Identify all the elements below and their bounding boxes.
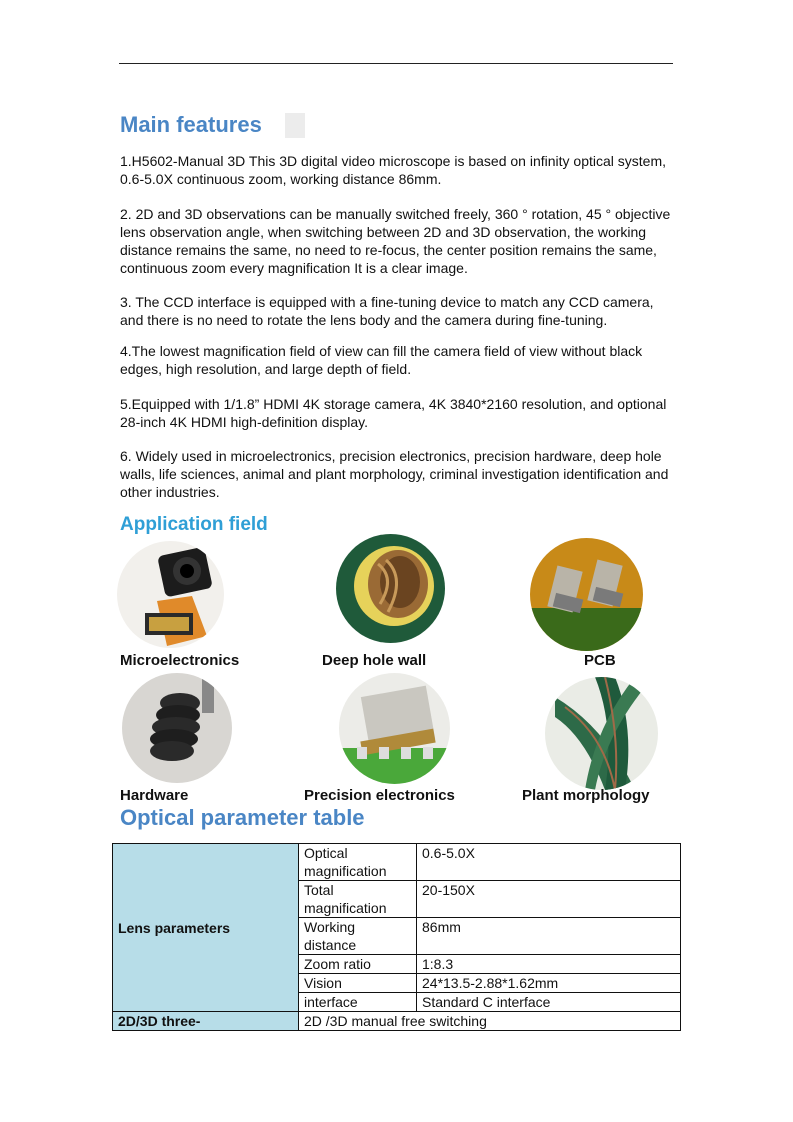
param-key: Zoom ratio bbox=[299, 955, 417, 974]
param-value: 20-150X bbox=[417, 881, 681, 918]
param-value: 24*13.5-2.88*1.62mm bbox=[417, 974, 681, 993]
param-value: 0.6-5.0X bbox=[417, 844, 681, 881]
caption-plant-morphology: Plant morphology bbox=[522, 787, 650, 804]
feature-1: 1.H5602-Manual 3D This 3D digital video microscope is based on infinity optical system, 0.6-5.0X continuous zoom, working distance 86mm. bbox=[120, 153, 667, 187]
caption-precision-electronics: Precision electronics bbox=[304, 787, 455, 804]
application-field-heading: Application field bbox=[120, 514, 268, 535]
feature-5: 5.Equipped with 1/1.8” HDMI 4K storage camera, 4K 3840*2160 resolution, and optional 28-inch 4K HDMI high-definition display. bbox=[120, 396, 667, 430]
feature-6: 6. Widely used in microelectronics, precision electronics, precision hardware, deep hole walls, life sciences, animal and plant morphology, criminal investigation identification and other industries. bbox=[120, 448, 669, 500]
table-row bbox=[113, 844, 681, 881]
chip-package-image bbox=[339, 673, 450, 784]
group-2d3d: 2D/3D three- bbox=[113, 1012, 299, 1031]
param-value: 86mm bbox=[417, 918, 681, 955]
table-row bbox=[113, 1012, 681, 1031]
camera-module-image bbox=[117, 541, 224, 648]
pcb-components-image bbox=[530, 538, 643, 651]
caption-deep-hole-wall: Deep hole wall bbox=[322, 652, 427, 669]
param-key: Optical magnification bbox=[299, 844, 417, 881]
leaf-veins-image bbox=[545, 677, 658, 790]
optical-parameter-table bbox=[112, 843, 681, 1031]
deep-hole-image bbox=[336, 534, 445, 643]
decorative-block bbox=[285, 113, 305, 138]
param-key: Total magnification bbox=[299, 881, 417, 918]
main-features-heading: Main features bbox=[120, 112, 262, 137]
caption-pcb: PCB bbox=[584, 652, 616, 669]
feature-3: 3. The CCD interface is equipped with a fine-tuning device to match any CCD camera, and there is no need to rotate the lens body and the camera during fine-tuning. bbox=[120, 294, 654, 328]
header-rule bbox=[119, 63, 673, 64]
feature-2: 2. 2D and 3D observations can be manually switched freely, 360 ° rotation, 45 ° objective lens observation angle, when switching between 2D and 3D observation, the working distance remains the same, no need to re-focus, the center position remains the same, continuous zoom every magnification It is a clear image. bbox=[120, 206, 671, 276]
param-value: 2D /3D manual free switching bbox=[299, 1012, 681, 1031]
param-key: Vision bbox=[299, 974, 417, 993]
caption-hardware: Hardware bbox=[120, 787, 189, 804]
group-lens-parameters: Lens parameters bbox=[113, 844, 299, 1012]
spring-hardware-image bbox=[122, 673, 232, 783]
param-value: 1:8.3 bbox=[417, 955, 681, 974]
optical-table-heading: Optical parameter table bbox=[120, 805, 365, 830]
feature-4: 4.The lowest magnification field of view can fill the camera field of view without black edges, high resolution, and large depth of field. bbox=[120, 343, 643, 377]
param-key: Working distance bbox=[299, 918, 417, 955]
param-key: interface bbox=[299, 993, 417, 1012]
caption-microelectronics: Microelectronics bbox=[120, 652, 240, 669]
param-value: Standard C interface bbox=[417, 993, 681, 1012]
